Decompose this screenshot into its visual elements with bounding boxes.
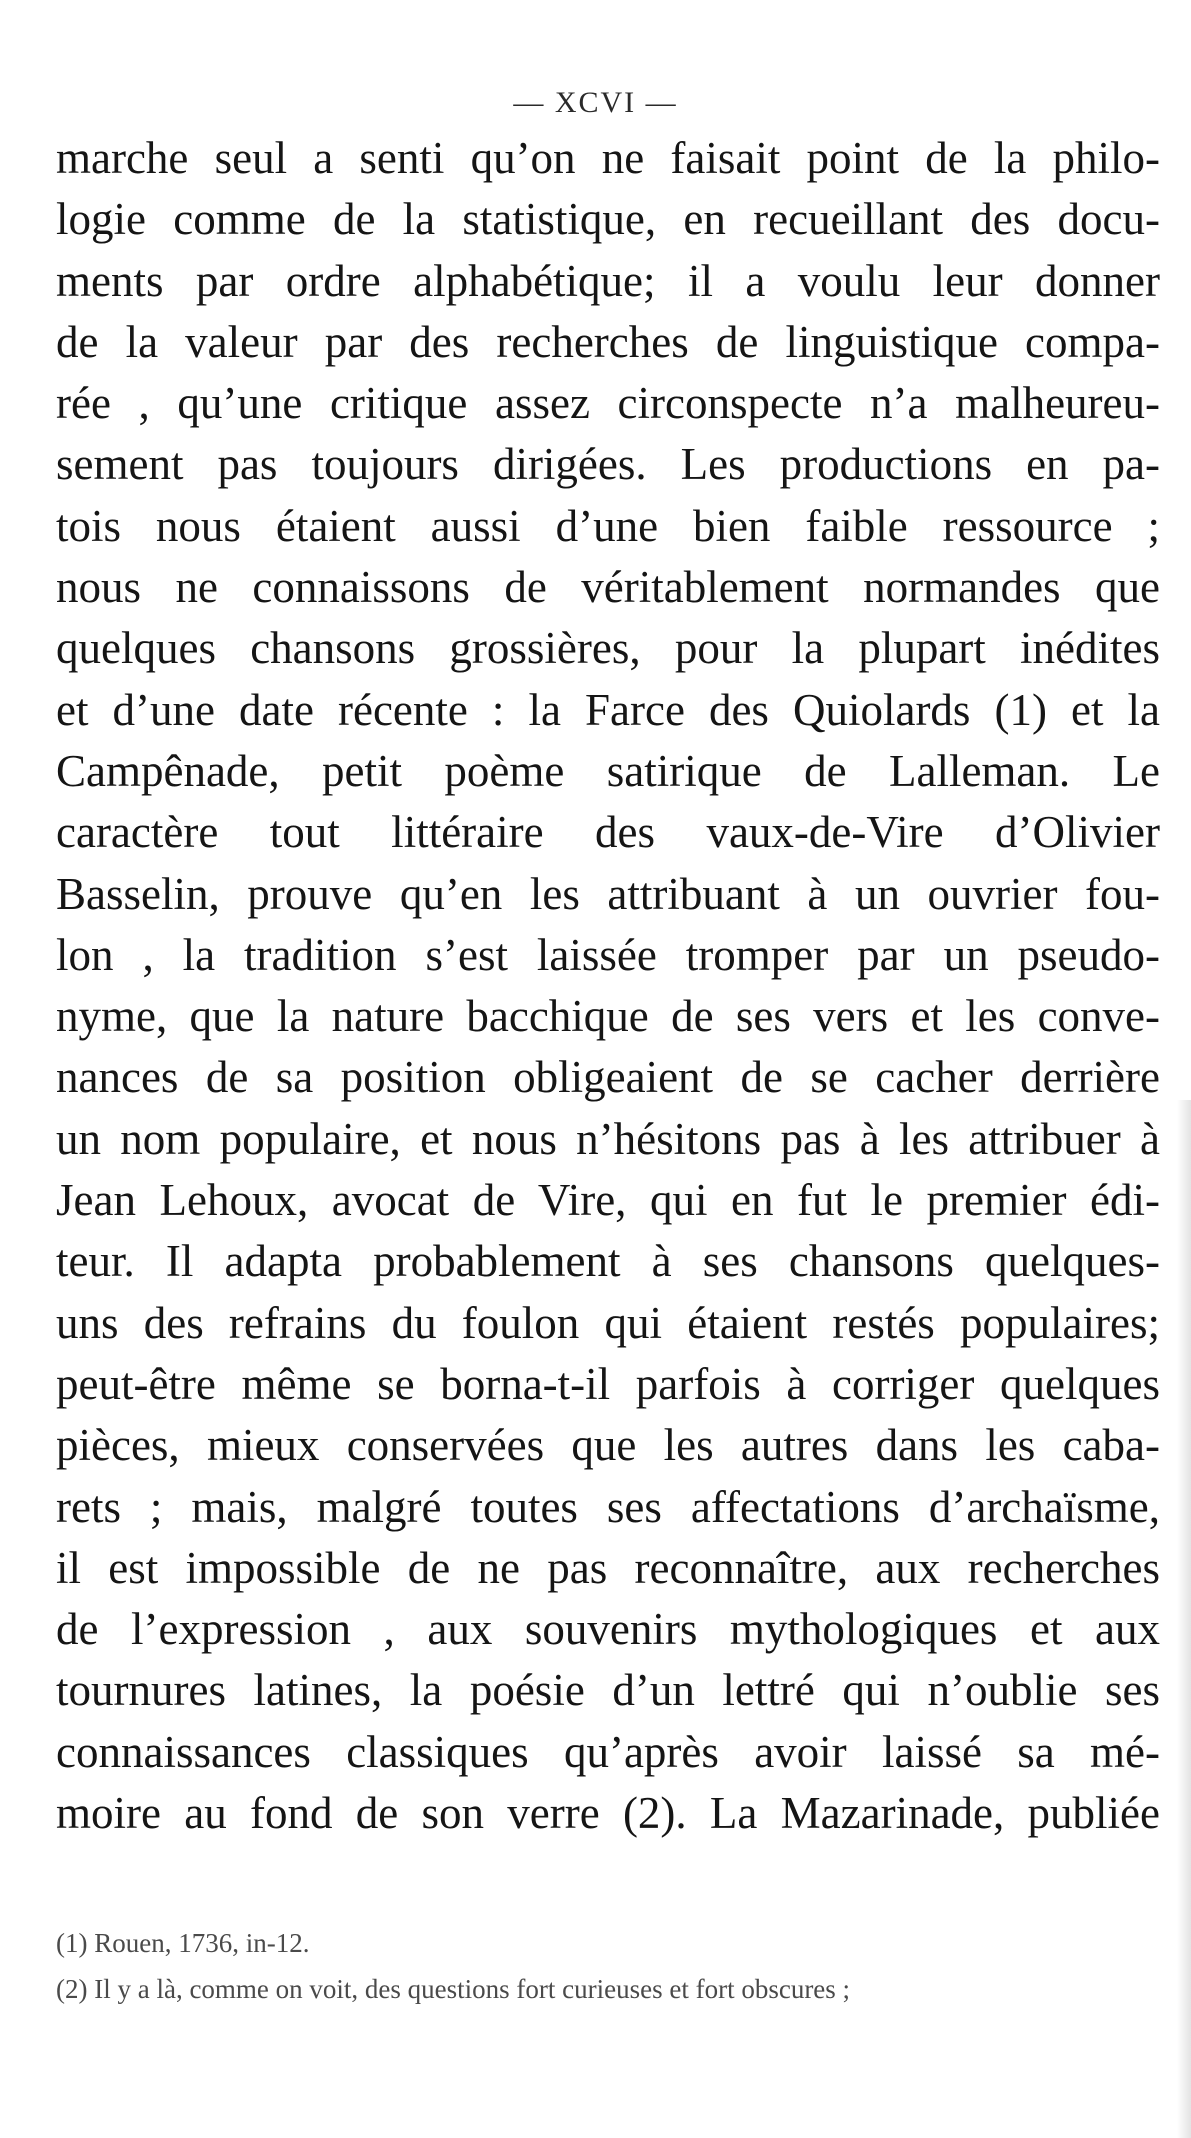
text-line: nances de sa position obligeaient de se cacher derrière — [56, 1052, 1160, 1103]
text-line: lon , la tradition s’est laissée tromper par un pseudo- — [56, 929, 1160, 980]
text-line: ments par ordre alphabétique; il a voulu leur donner — [56, 255, 1160, 306]
page-edge-shadow — [1177, 1100, 1191, 2138]
text-line: marche seul a senti qu’on ne faisait point de la philo- — [56, 133, 1160, 183]
text-line: de la valeur par des recherches de linguistique compa- — [56, 316, 1160, 367]
footnote-1: (1) Rouen, 1736, in-12. — [56, 1928, 310, 1958]
text-line: pièces, mieux conservées que les autres dans les caba- — [56, 1420, 1160, 1471]
text-line: un nom populaire, et nous n’hésitons pas à les attribuer à — [56, 1113, 1160, 1164]
footnotes — [56, 1920, 1160, 2012]
footnote-2: (2) Il y a là, comme on voit, des questions fort curieuses et fort obscures ; — [56, 1974, 851, 2004]
text-line: sement pas toujours dirigées. Les productions en pa- — [56, 439, 1160, 490]
text-line: rets ; mais, malgré toutes ses affectations d’archaïsme, — [56, 1481, 1160, 1532]
text-line: nyme, que la nature bacchique de ses vers et les conve- — [56, 991, 1160, 1042]
text-line: tois nous étaient aussi d’une bien faible ressource ; — [56, 500, 1160, 551]
text-line: logie comme de la statistique, en recueillant des docu- — [56, 194, 1160, 245]
page-number: — XCVI — — [513, 86, 678, 119]
text-line: Jean Lehoux, avocat de Vire, qui en fut le premier édi- — [56, 1175, 1160, 1226]
text-line: et d’une date récente : la Farce des Quiolards (1) et la — [56, 684, 1160, 735]
text-line: nous ne connaissons de véritablement normandes que — [56, 562, 1160, 613]
text-line: de l’expression , aux souvenirs mythologiques et aux — [56, 1604, 1160, 1655]
text-line: teur. Il adapta probablement à ses chansons quelques- — [56, 1236, 1160, 1287]
text-line: quelques chansons grossières, pour la plupart inédites — [56, 623, 1160, 674]
text-line: moire au fond de son verre (2). La Mazarinade, publiée — [56, 1788, 1160, 1839]
text-line: il est impossible de ne pas reconnaître, aux recherches — [56, 1542, 1160, 1593]
text-line: uns des refrains du foulon qui étaient restés populaires; — [56, 1297, 1160, 1348]
text-line: rée , qu’une critique assez circonspecte n’a malheureu- — [56, 378, 1160, 429]
text-line: Basselin, prouve qu’en les attribuant à un ouvrier fou- — [56, 868, 1160, 919]
text-line: tournures latines, la poésie d’un lettré qui n’oublie ses — [56, 1665, 1160, 1716]
text-line: caractère tout littéraire des vaux-de-Vire d’Olivier — [56, 807, 1160, 858]
text-line: peut-être même se borna-t-il parfois à corriger quelques — [56, 1358, 1160, 1409]
text-line: connaissances classiques qu’après avoir laissé sa mé- — [56, 1726, 1160, 1777]
main-text — [56, 128, 1160, 1844]
text-line: Campênade, petit poème satirique de Lalleman. Le — [56, 745, 1160, 796]
